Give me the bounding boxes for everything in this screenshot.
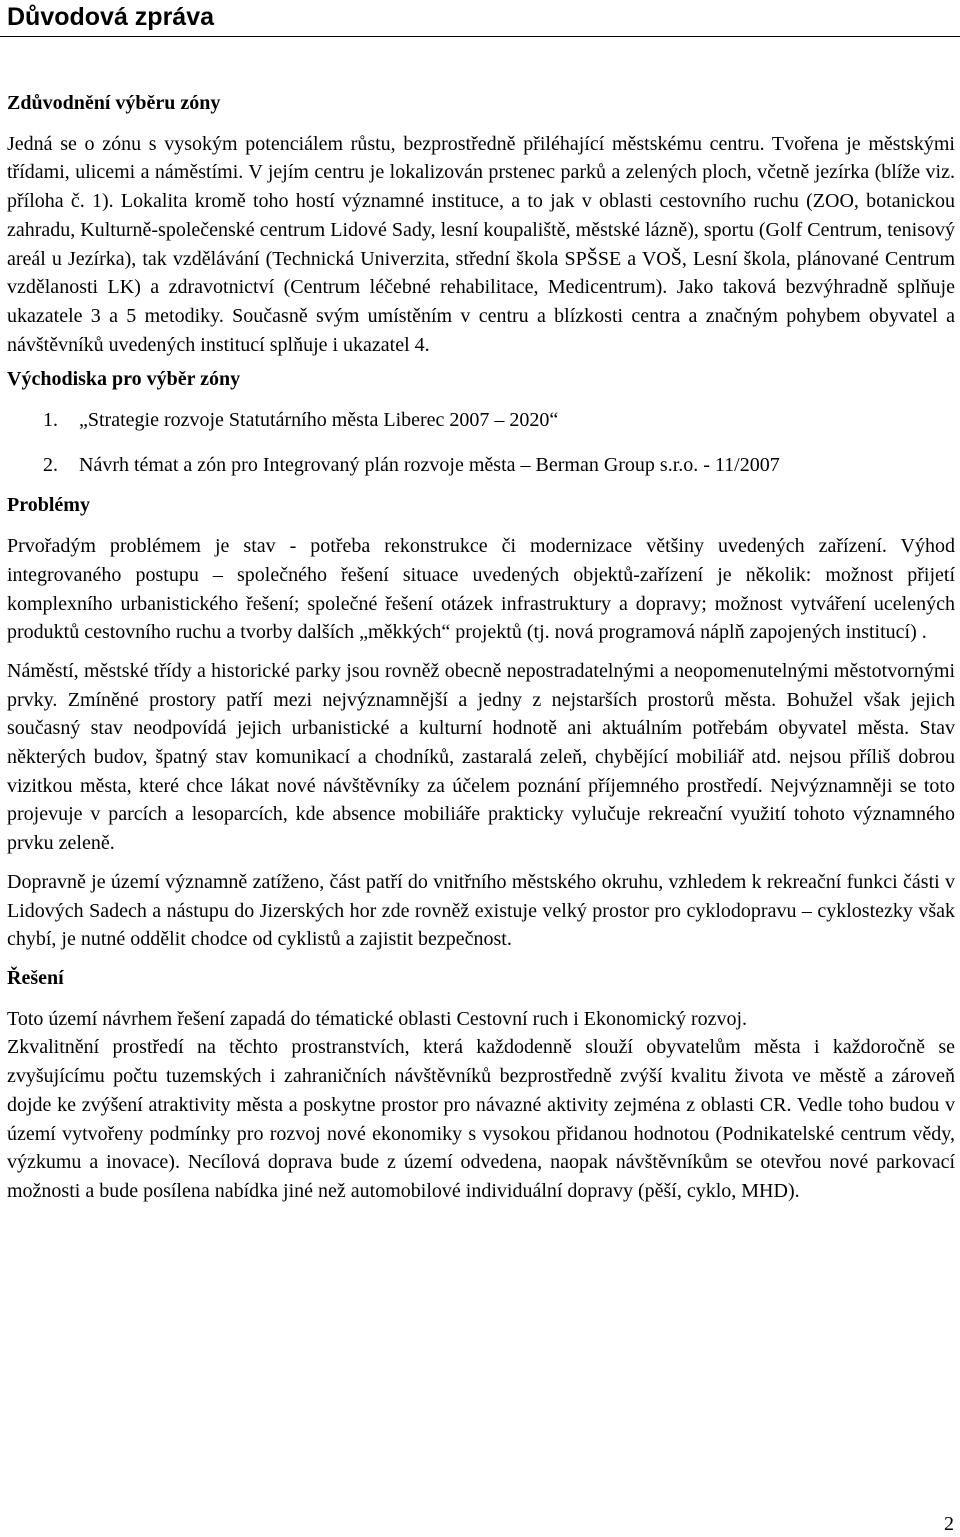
section-heading-sources: Východiska pro výběr zóny	[7, 368, 241, 391]
section-heading-zone-reason: Zdůvodnění výběru zóny	[7, 92, 221, 114]
section-zone-reason	[7, 89, 955, 359]
problems-paragraph-1: Prvořadým problémem je stav - potřeba rekonstrukce či modernizace většiny uvedených zařízení. Výhod integrovaného postupu – společného řešení situace uvedených objektů-zařízení je několik: možnost přijetí komplexního urbanistického řešení; společné řešení otázek infrastruktury a dopravy; možnost vytváření ucelených produktů cestovního ruchu a tvorby dalších „měkkých“ projektů (tj. nová programová náplň zapojených institucí) .	[7, 535, 955, 644]
problems-paragraph-3: Dopravně je území významně zatíženo, část patří do vnitřního městského okruhu, vzhledem k rekreační funkci části v Lidových Sadech a nástupu do Jizerských hor zde rovněž existuje velký prostor pro cyklodopravu – cyklostezky však chybí, je nutné oddělit chodce od cyklistů a zajistit bezpečnost.	[7, 870, 955, 951]
zone-reason-paragraph: Jedná se o zónu s vysokým potenciálem růstu, bezprostředně přiléhající městskému centru. Tvořena je městskými třídami, ulicemi a náměstími. V jejím centru je lokalizován prstenec parků a zelených ploch, včetně jezírka (blíže viz. příloha č. 1). Lokalita kromě toho hostí významné instituce, a to jak v oblasti cestovního ruchu (ZOO, botanickou zahradu, Kulturně-společenské centrum Lidové Sady, lesní koupaliště, městské lázně), sportu (Golf Centrum, tenisový areál u Jezírka), tak vzdělávání (Technická Univerzita, střední škola SPŠSE a VOŠ, Lesní škola, plánované Centrum vzdělanosti LK) a zdravotnictví (Centrum léčebné rehabilitace, Medicentrum). Jako taková bezvýhradně splňuje ukazatele 3 a 5 metodiky. Současně svým umístěním v centru a blízkosti centra a značným pohybem obyvatel a návštěvníků uvedených institucí splňuje i ukazatel 4.	[7, 132, 955, 356]
list-item-number: 1.	[43, 409, 58, 432]
section-sources	[7, 365, 955, 479]
problems-paragraph-2: Náměstí, městské třídy a historické parky jsou rovněž obecně nepostradatelnými a neopomenutelnými městotvornými prvky. Zmíněné prostory patří mezi nejvýznamnější a jedny z nejstarších prostorů města. Bohužel však jejich současný stav neodpovídá jejich urbanistické a kulturní hodnotě ani aktuálním potřebám obyvatel města. Stav některých budov, špatný stav komunikací a chodníků, zastaralá zeleň, chybějící mobiliář atd. nejsou příliš dobrou vizitkou města, které chce lákat nové návštěvníky za účelem poznání příjemného prostředí. Nejvýznamněji se toto projevuje v parcích a lesoparcích, kde absence mobiliáře prakticky vylučuje rekreační využití tohoto významného prvku zeleně.	[7, 659, 955, 855]
section-heading-solution: Řešení	[7, 966, 64, 989]
section-solution	[7, 964, 955, 1206]
list-item	[7, 451, 955, 480]
document-page	[7, 0, 955, 1206]
sources-list	[7, 406, 955, 479]
section-problems	[7, 491, 955, 954]
solution-paragraph-1: Toto území návrhem řešení zapadá do tématické oblasti Cestovní ruch i Ekonomický rozvoj.	[7, 1007, 748, 1030]
document-title: Důvodová zpráva	[7, 3, 215, 31]
list-item	[7, 406, 955, 435]
list-item-number: 2.	[43, 453, 58, 476]
list-item-text: Návrh témat a zón pro Integrovaný plán rozvoje města – Berman Group s.r.o. - 11/2007	[79, 453, 780, 476]
solution-paragraph-2: Zkvalitnění prostředí na těchto prostranstvích, která každodenně slouží obyvatelům města i každoročně se zvyšujícímu počtu tuzemských i zahraničních návštěvníků bezprostředně zvýší kvalitu života ve městě a zároveň dojde ke zvýšení atraktivity města a poskytne prostor pro návazné aktivity zejména z oblasti CR. Vedle toho budou v území vytvořeny podmínky pro rozvoj nové ekonomiky s vysokou přidanou hodnotou (Podnikatelské centrum vědy, výzkumu a inovace). Necílová doprava bude z území odvedena, naopak návštěvníkům se otevřou nové parkovací možnosti a bude posílena nabídka jiné než automobilové individuální dopravy (pěší, cyklo, MHD).	[7, 1036, 955, 1202]
section-heading-problems: Problémy	[7, 494, 90, 517]
title-underline	[0, 36, 960, 37]
page-number: 2	[944, 1513, 954, 1535]
list-item-text: „Strategie rozvoje Statutárního města Liberec 2007 – 2020“	[79, 409, 559, 432]
